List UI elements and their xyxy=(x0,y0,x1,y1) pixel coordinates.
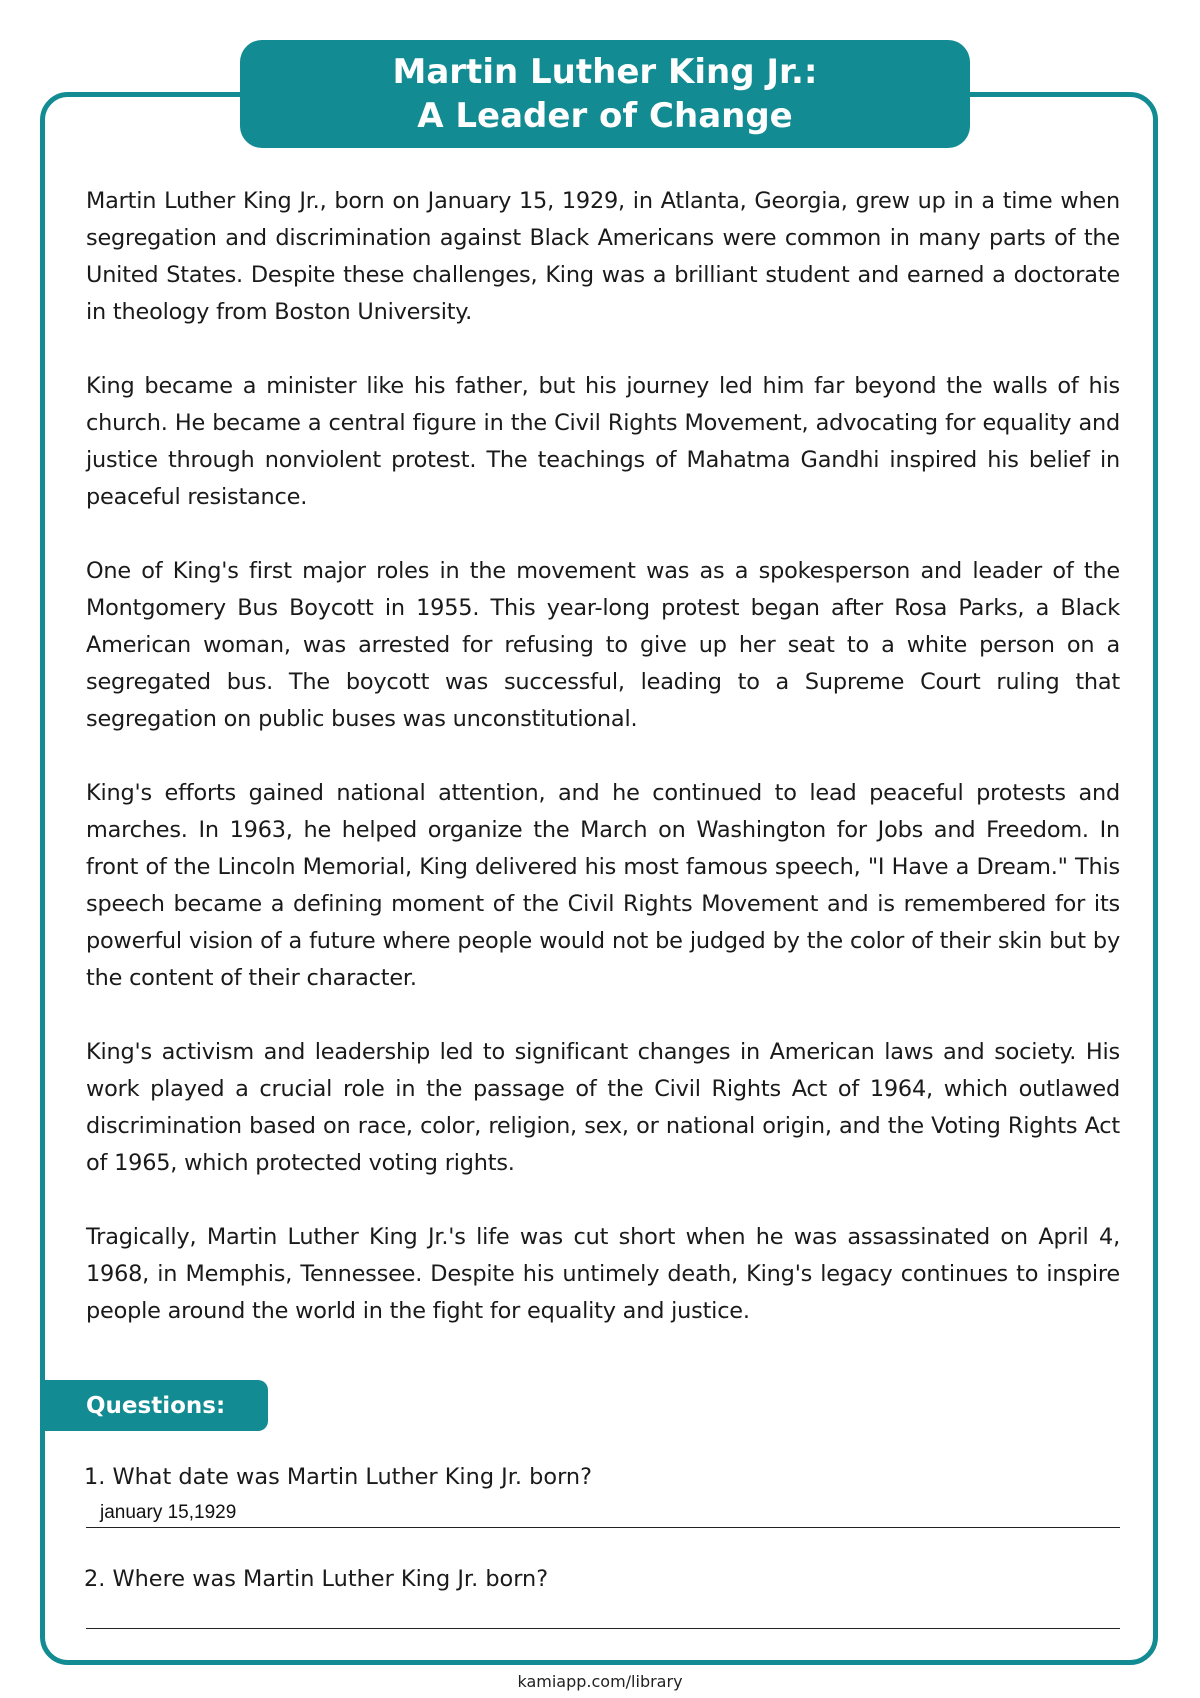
question-2: 2. Where was Martin Luther King Jr. born? xyxy=(84,1566,549,1592)
paragraph: Tragically, Martin Luther King Jr.'s life was cut short when he was assassinated on April 4, 1968, in Memphis, Tennessee. Despite his untimely death, King's legacy continues to inspire people around the world in the fight for equality and justice. xyxy=(86,1224,1120,1324)
paragraph: King's efforts gained national attention, and he continued to lead peaceful protests and marches. In 1963, he helped organize the March on Washington for Jobs and Freedom. In front of the Lincoln Memorial, King delivered his most famous speech, "I Have a Dream." This speech became a defining moment of the Civil Rights Movement and is remembered for its powerful vision of a future where people would not be judged by the color of their skin but by the content of their character. xyxy=(86,780,1120,991)
answer-line-1 xyxy=(86,1527,1120,1528)
title-banner xyxy=(240,40,970,148)
footer-url: kamiapp.com/library xyxy=(517,1672,683,1691)
question-1: 1. What date was Martin Luther King Jr. born? xyxy=(84,1464,592,1490)
title-line-1: Martin Luther King Jr.: xyxy=(392,52,818,92)
paragraph: One of King's first major roles in the movement was as a spokesperson and leader of the Montgomery Bus Boycott in 1955. This year-long protest began after Rosa Parks, a Black American woman, was arrested for refusing to give up her seat to a white person on a segregated bus. The boycott was successful, leading to a Supreme Court ruling that segregation on public buses was unconstitutional. xyxy=(86,558,1120,732)
answer-field-1[interactable]: january 15,1929 xyxy=(100,1502,237,1523)
article-body xyxy=(86,183,1120,1367)
questions-label: Questions: xyxy=(40,1380,268,1431)
title-line-2: A Leader of Change xyxy=(417,96,793,136)
paragraph: King's activism and leadership led to significant changes in American laws and society. His work played a crucial role in the passage of the Civil Rights Act of 1964, which outlawed discrimination based on race, color, religion, sex, or national origin, and the Voting Rights Act of 1965, which protected voting rights. xyxy=(86,1039,1120,1176)
paragraph: King became a minister like his father, but his journey led him far beyond the walls of his church. He became a central figure in the Civil Rights Movement, advocating for equality and justice through nonviolent protest. The teachings of Mahatma Gandhi inspired his belief in peaceful resistance. xyxy=(86,373,1120,510)
paragraph: Martin Luther King Jr., born on January 15, 1929, in Atlanta, Georgia, grew up in a time when segregation and discrimination against Black Americans were common in many parts of the United States. Despite these challenges, King was a brilliant student and earned a doctorate in theology from Boston University. xyxy=(86,188,1120,325)
answer-line-2 xyxy=(86,1628,1120,1629)
